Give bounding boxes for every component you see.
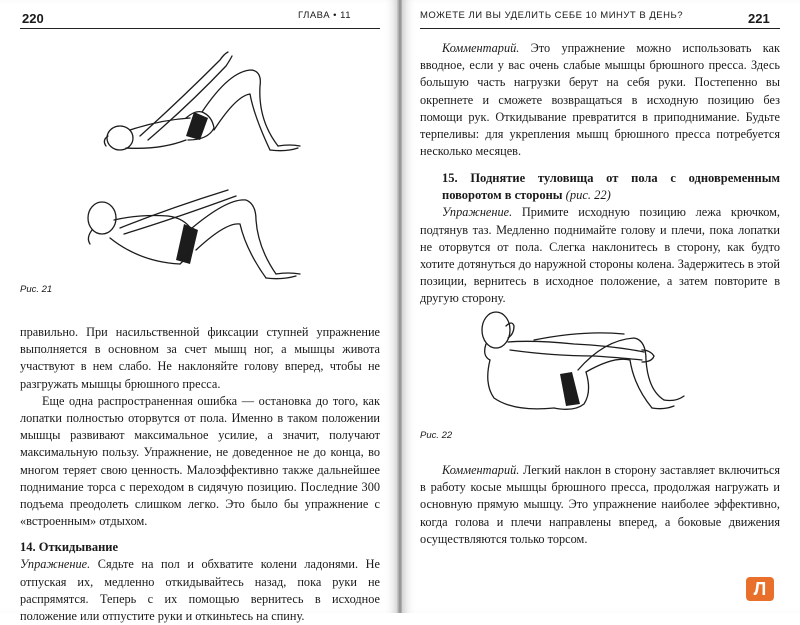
right-body-text-bottom [420, 462, 780, 548]
figure-twist-crunch-icon [474, 300, 704, 420]
figure-ref-22: (рис. 22) [565, 188, 611, 203]
paragraph-1: правильно. При насильственной фиксации ступней упражнение выполняется в основном за счет мышц ног, а мышцы живота участвуют в нем слабо. Не наклоняйте голову вперед, чтобы не разгружать мышцы брюшного пресса. [20, 325, 380, 391]
section-title-14: 14. Откидывание [20, 540, 119, 555]
exercise-text-14: Сядьте на пол и обхватите колени ладонями. Не отпуская их, медленно откидывайтесь назад, пока руки не распрямятся. Теперь с их помощью вернитесь в исходное положение или отпустите руки и откиньтесь на спину. [20, 557, 381, 624]
figure-lying-crunch-icon [90, 40, 330, 160]
paragraph-2: Еще одна распространенная ошибка — остановка до того, как лопатки полностью оторвутся от пола. Именно в таком положении мышцы развивают максимальное усилие, а значит, получают максимальную пользу. Упражнение, не доведенное не до конца, во многом теряет свою ценность. Малоэффективно также дальнейшее поднимание торса с переходом в сидячую позицию. Последние 300 подъема преодолеть слишком легко. Это было бы упражнение с «встроенным» отдыхом. [20, 393, 380, 529]
section-title-15: 15. Поднятие туловища от пола с одновременным поворотом в стороны (рис. 22) [442, 171, 780, 203]
figure-lying-reach-icon [60, 178, 320, 288]
page-number-right: 221 [748, 11, 770, 26]
right-body-text-top [420, 40, 780, 308]
exercise-label-14: Упражнение. [20, 557, 91, 572]
left-page [0, 0, 398, 624]
running-head-right: МОЖЕТЕ ЛИ ВЫ УДЕЛИТЬ СЕБЕ 10 МИНУТ В ДЕНЬ? [420, 10, 684, 21]
exercise-label-15: Упражнение. [442, 205, 513, 220]
page-number-left: 220 [22, 11, 44, 26]
figure-caption-22: Рис. 22 [420, 430, 453, 441]
comment-label-1: Комментарий. [442, 41, 520, 55]
comment-text-2: Легкий наклон в сторону заставляет включиться в работу косые мышцы брюшного пресса, продолжая нагружать и основную прямую мышцу. Это упражнение наиболее эффективно, когда голова и плечи направлены вперед, а боковые движения осуществляются только торсом. [420, 463, 780, 546]
publisher-logo-icon: Л [746, 577, 774, 601]
left-body-text [20, 324, 380, 625]
header-rule-left [20, 28, 380, 29]
comment-label-2: Комментарий. [442, 463, 520, 477]
right-page [402, 0, 800, 613]
exercise-text-15: Примите исходную позицию лежа крючком, подтянув таз. Медленно поднимайте голову и плечи, пока лопатки не оторвутся от пола. Слегка наклонитесь в сторону, как будто хотите дотянуться до наружной стороны колена. Задержитесь в этой позиции, вернитесь в исходное положение, а затем повторите в другую сторону. [420, 205, 780, 306]
comment-text-1: Это упражнение можно использовать как вводное, если у вас очень слабые мышцы брюшного пресса. Здесь большую часть нагрузки берут на себя руки. Постепенно вы окрепнете и сможете возвращаться в исходную позицию без помощи рук. Откидывание превратится в приподнимание. Будьте терпеливы: для укрепления мышц брюшного пресса потребуется несколько месяцев. [420, 41, 780, 159]
figure-caption-21: Рис. 21 [20, 284, 53, 295]
running-head-left: ГЛАВА • 11 [298, 10, 352, 21]
header-rule-right [420, 28, 780, 29]
